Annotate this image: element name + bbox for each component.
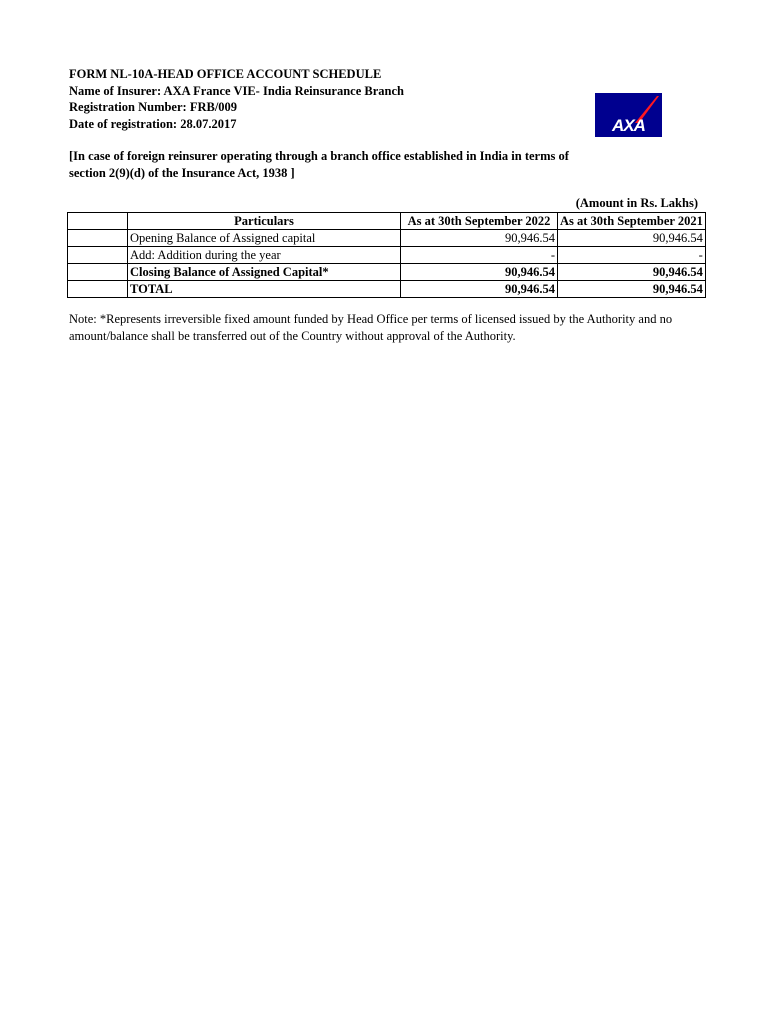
- row-value-2021: 90,946.54: [558, 264, 706, 281]
- row-label: Opening Balance of Assigned capital: [128, 230, 401, 247]
- row-value-2022: -: [401, 247, 558, 264]
- document-header: [69, 66, 404, 132]
- row-value-2021: 90,946.54: [558, 281, 706, 298]
- row-value-2022: 90,946.54: [401, 230, 558, 247]
- registration-number: Registration Number: FRB/009: [69, 100, 238, 114]
- row-blank-cell: [68, 264, 128, 281]
- form-title: FORM NL-10A-HEAD OFFICE ACCOUNT SCHEDULE: [69, 67, 382, 81]
- registration-date: Date of registration: 28.07.2017: [69, 116, 237, 131]
- amount-unit-label: (Amount in Rs. Lakhs): [575, 196, 698, 210]
- head-office-account-table: [67, 212, 706, 298]
- row-value-2021: 90,946.54: [558, 230, 706, 247]
- axa-logo: [595, 93, 662, 137]
- header-2021: As at 30th September 2021: [558, 213, 706, 230]
- row-blank-cell: [68, 230, 128, 247]
- row-label: Add: Addition during the year: [128, 247, 401, 264]
- row-blank-cell: [68, 247, 128, 264]
- table-row: [68, 247, 706, 264]
- header-particulars: Particulars: [128, 213, 401, 230]
- row-value-2022: 90,946.54: [401, 264, 558, 281]
- row-label: TOTAL: [128, 281, 401, 298]
- row-blank-cell: [68, 281, 128, 298]
- row-value-2021: -: [558, 247, 706, 264]
- table-row-total: [68, 281, 706, 298]
- table-row: [68, 230, 706, 247]
- table-header-row: [68, 213, 706, 230]
- header-2022: As at 30th September 2022: [401, 213, 558, 230]
- row-value-2022: 90,946.54: [401, 281, 558, 298]
- foreign-reinsurer-note: [In case of foreign reinsurer operating through a branch office established in India in terms of section 2(9)(d) of the Insurance Act, 1938 ]: [69, 149, 569, 180]
- logo-text: AXA: [612, 116, 645, 135]
- row-label: Closing Balance of Assigned Capital*: [128, 264, 401, 281]
- insurer-name: Name of Insurer: AXA France VIE- India Reinsurance Branch: [69, 83, 404, 98]
- table-row: [68, 264, 706, 281]
- footnote: Note: *Represents irreversible fixed amount funded by Head Office per terms of licensed issued by the Authority and no amount/balance shall be transferred out of the Country without approval of the Authority.: [69, 312, 673, 343]
- header-blank-cell: [68, 213, 128, 230]
